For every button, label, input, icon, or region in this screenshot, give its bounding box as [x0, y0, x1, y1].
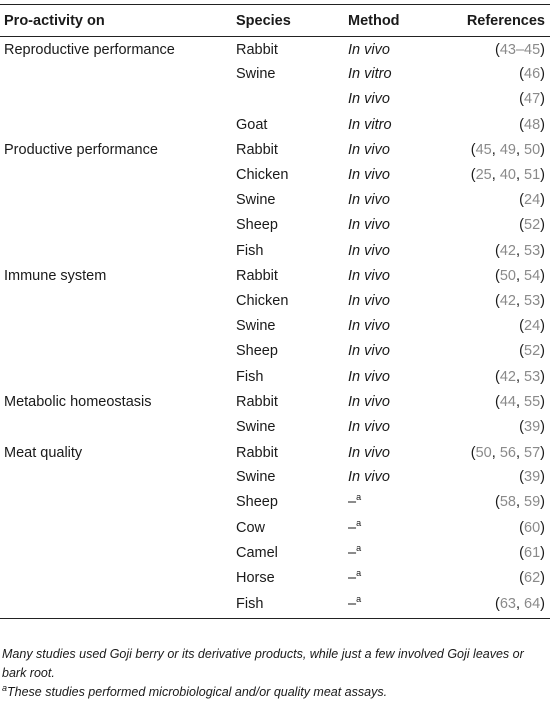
cell-pro-activity [0, 288, 232, 313]
cell-references: (39) [519, 469, 545, 486]
header-pro-activity: Pro-activity on [0, 5, 232, 37]
reference-link[interactable]: 49 [499, 142, 516, 159]
table-row [0, 591, 550, 619]
reference-link[interactable]: 52 [524, 217, 541, 234]
cell-species: Rabbit [236, 444, 278, 461]
table-row [0, 364, 550, 389]
cell-method [344, 565, 452, 590]
cell-method: In vivo [348, 268, 390, 285]
cell-references: (24) [519, 192, 545, 209]
cell-pro-activity [0, 465, 232, 490]
cell-pro-activity: Meat quality [4, 444, 83, 461]
pro-activity-table [0, 4, 550, 619]
cell-species: Swine [236, 66, 276, 83]
cell-pro-activity [0, 87, 232, 112]
reference-link[interactable]: 24 [524, 318, 541, 335]
reference-link[interactable]: 42 [499, 242, 516, 259]
table-row [0, 162, 550, 187]
cell-pro-activity [0, 414, 232, 439]
footnote-text: These studies performed microbiological and/or quality meat assays. [7, 685, 388, 699]
reference-link[interactable]: 42 [499, 368, 516, 385]
reference-link[interactable]: 54 [524, 268, 541, 285]
cell-species: Camel [236, 544, 278, 561]
footnote-mark: a [356, 517, 362, 528]
table-note-main: Many studies used Goji berry or its derivative products, while just a few involved Goji leaves or bark root. [2, 647, 524, 680]
reference-link[interactable]: 25 [475, 167, 492, 184]
cell-references: (42, 53) [494, 292, 545, 309]
cell-references: (60) [519, 519, 545, 536]
cell-pro-activity [0, 314, 232, 339]
table-row [0, 213, 550, 238]
reference-link[interactable]: 46 [524, 66, 541, 83]
cell-species: Rabbit [236, 268, 278, 285]
cell-species [232, 87, 344, 112]
footnote-mark: a [356, 568, 362, 579]
cell-references: (42, 53) [494, 368, 545, 385]
cell-method: In vivo [348, 242, 390, 259]
header-method: Method [344, 5, 452, 37]
cell-pro-activity [0, 540, 232, 565]
reference-link[interactable]: 50 [499, 268, 516, 285]
cell-pro-activity: Productive performance [4, 142, 158, 159]
cell-method: In vivo [348, 292, 390, 309]
cell-references: (58, 59) [494, 494, 545, 511]
reference-link[interactable]: 53 [524, 292, 541, 309]
cell-references: (47) [519, 91, 545, 108]
cell-species: Sheep [236, 343, 278, 360]
cell-species: Fish [236, 242, 264, 259]
cell-species: Rabbit [236, 394, 278, 411]
cell-pro-activity [0, 339, 232, 364]
method-dash: – [348, 570, 357, 587]
reference-link[interactable]: 55 [524, 394, 541, 411]
table-row [0, 414, 550, 439]
cell-method: In vivo [348, 167, 390, 184]
reference-link[interactable]: 60 [524, 519, 541, 536]
cell-species: Swine [236, 469, 276, 486]
cell-pro-activity [0, 591, 232, 619]
reference-link[interactable]: 61 [524, 544, 541, 561]
table-row [0, 490, 550, 515]
cell-references: (50, 54) [494, 268, 545, 285]
cell-pro-activity [0, 112, 232, 137]
cell-method: In vitro [348, 66, 392, 83]
reference-link[interactable]: 47 [524, 91, 541, 108]
header-references: References [452, 5, 550, 37]
cell-references: (52) [519, 217, 545, 234]
table-row [0, 540, 550, 565]
header-row [0, 5, 550, 37]
footnote-mark: a [2, 682, 8, 693]
footnote-mark: a [356, 594, 362, 605]
cell-method [344, 490, 452, 515]
reference-link[interactable]: 48 [524, 116, 541, 133]
cell-pro-activity [0, 213, 232, 238]
cell-references: (50, 56, 57) [470, 444, 545, 461]
cell-species: Rabbit [236, 41, 278, 58]
cell-species: Cow [236, 519, 266, 536]
cell-references: (44, 55) [494, 394, 545, 411]
cell-pro-activity [0, 162, 232, 187]
table-row [0, 37, 550, 62]
table-row [0, 389, 550, 414]
method-dash: – [348, 544, 357, 561]
reference-link[interactable]: 24 [524, 192, 541, 209]
cell-references: (39) [519, 418, 545, 435]
reference-link[interactable]: 62 [524, 570, 541, 587]
cell-references: (42, 53) [494, 242, 545, 259]
footnote-mark: a [356, 492, 362, 503]
cell-method [344, 540, 452, 565]
cell-species: Sheep [236, 494, 278, 511]
table-row [0, 288, 550, 313]
cell-pro-activity [0, 188, 232, 213]
cell-species: Goat [236, 116, 268, 133]
cell-pro-activity: Reproductive performance [4, 41, 175, 58]
reference-link[interactable]: 45 [475, 142, 492, 159]
cell-references: (63, 64) [452, 591, 550, 619]
reference-link[interactable]: 50 [475, 444, 492, 461]
cell-species: Horse [236, 570, 275, 587]
cell-references: (43–45) [494, 41, 545, 58]
footnote-mark: a [356, 543, 362, 554]
cell-method: In vivo [348, 343, 390, 360]
cell-species: Chicken [236, 167, 289, 184]
cell-species: Swine [236, 192, 276, 209]
table-row [0, 263, 550, 288]
cell-references: (52) [519, 343, 545, 360]
table-row [0, 339, 550, 364]
table-row [0, 87, 550, 112]
cell-method: In vivo [348, 217, 390, 234]
cell-references: (25, 40, 51) [470, 167, 545, 184]
table-row [0, 112, 550, 137]
cell-method: In vivo [348, 469, 390, 486]
reference-link[interactable]: 42 [499, 292, 516, 309]
reference-link[interactable]: 56 [499, 444, 516, 461]
cell-references: (45, 49, 50) [470, 142, 545, 159]
cell-method: In vivo [348, 91, 390, 108]
cell-method [344, 591, 452, 619]
cell-pro-activity [0, 565, 232, 590]
reference-link[interactable]: 52 [524, 343, 541, 360]
reference-link[interactable]: 40 [499, 167, 516, 184]
table-footnote-a [2, 683, 550, 702]
cell-pro-activity [0, 62, 232, 87]
cell-pro-activity: Immune system [4, 268, 107, 285]
method-dash: – [348, 596, 357, 613]
cell-species: Rabbit [236, 142, 278, 159]
cell-species: Swine [236, 318, 276, 335]
table-row [0, 238, 550, 263]
cell-references: (61) [519, 544, 545, 561]
table-row [0, 314, 550, 339]
reference-link[interactable]: 53 [524, 368, 541, 385]
table-row [0, 62, 550, 87]
cell-method: In vitro [348, 116, 392, 133]
cell-method: In vivo [348, 318, 390, 335]
table-row [0, 565, 550, 590]
cell-species: Swine [236, 418, 276, 435]
cell-method: In vivo [348, 444, 390, 461]
table-notes [2, 645, 550, 702]
cell-pro-activity [0, 238, 232, 263]
table-row [0, 440, 550, 465]
cell-method: In vivo [348, 142, 390, 159]
cell-method: In vivo [348, 394, 390, 411]
cell-pro-activity [0, 490, 232, 515]
cell-pro-activity [0, 515, 232, 540]
cell-method [344, 515, 452, 540]
reference-link[interactable]: 59 [524, 494, 541, 511]
reference-link[interactable]: 39 [524, 418, 541, 435]
reference-link[interactable]: 63 [499, 596, 516, 613]
table-row [0, 188, 550, 213]
reference-link[interactable]: 44 [499, 394, 516, 411]
cell-method: In vivo [348, 368, 390, 385]
reference-link[interactable]: 53 [524, 242, 541, 259]
reference-link[interactable]: 39 [524, 469, 541, 486]
table-body [0, 37, 550, 619]
cell-species: Chicken [236, 292, 289, 309]
reference-link[interactable]: 51 [524, 167, 541, 184]
cell-method: In vivo [348, 192, 390, 209]
table-row [0, 137, 550, 162]
reference-link[interactable]: 64 [524, 596, 541, 613]
reference-link[interactable]: 50 [524, 142, 541, 159]
cell-species: Sheep [236, 217, 278, 234]
cell-species: Fish [232, 591, 344, 619]
cell-pro-activity: Metabolic homeostasis [4, 394, 152, 411]
cell-references: (46) [519, 66, 545, 83]
cell-references: (62) [519, 570, 545, 587]
table-row [0, 465, 550, 490]
cell-references: (48) [519, 116, 545, 133]
cell-method: In vivo [348, 418, 390, 435]
reference-link[interactable]: 58 [499, 494, 516, 511]
reference-link[interactable]: 57 [524, 444, 541, 461]
cell-method: In vivo [348, 41, 390, 58]
reference-link[interactable]: 43–45 [499, 41, 541, 58]
cell-pro-activity [0, 364, 232, 389]
table-header [0, 5, 550, 37]
method-dash: – [348, 519, 357, 536]
method-dash: – [348, 494, 357, 511]
header-species: Species [232, 5, 344, 37]
table-row [0, 515, 550, 540]
cell-species: Fish [236, 368, 264, 385]
cell-references: (24) [519, 318, 545, 335]
